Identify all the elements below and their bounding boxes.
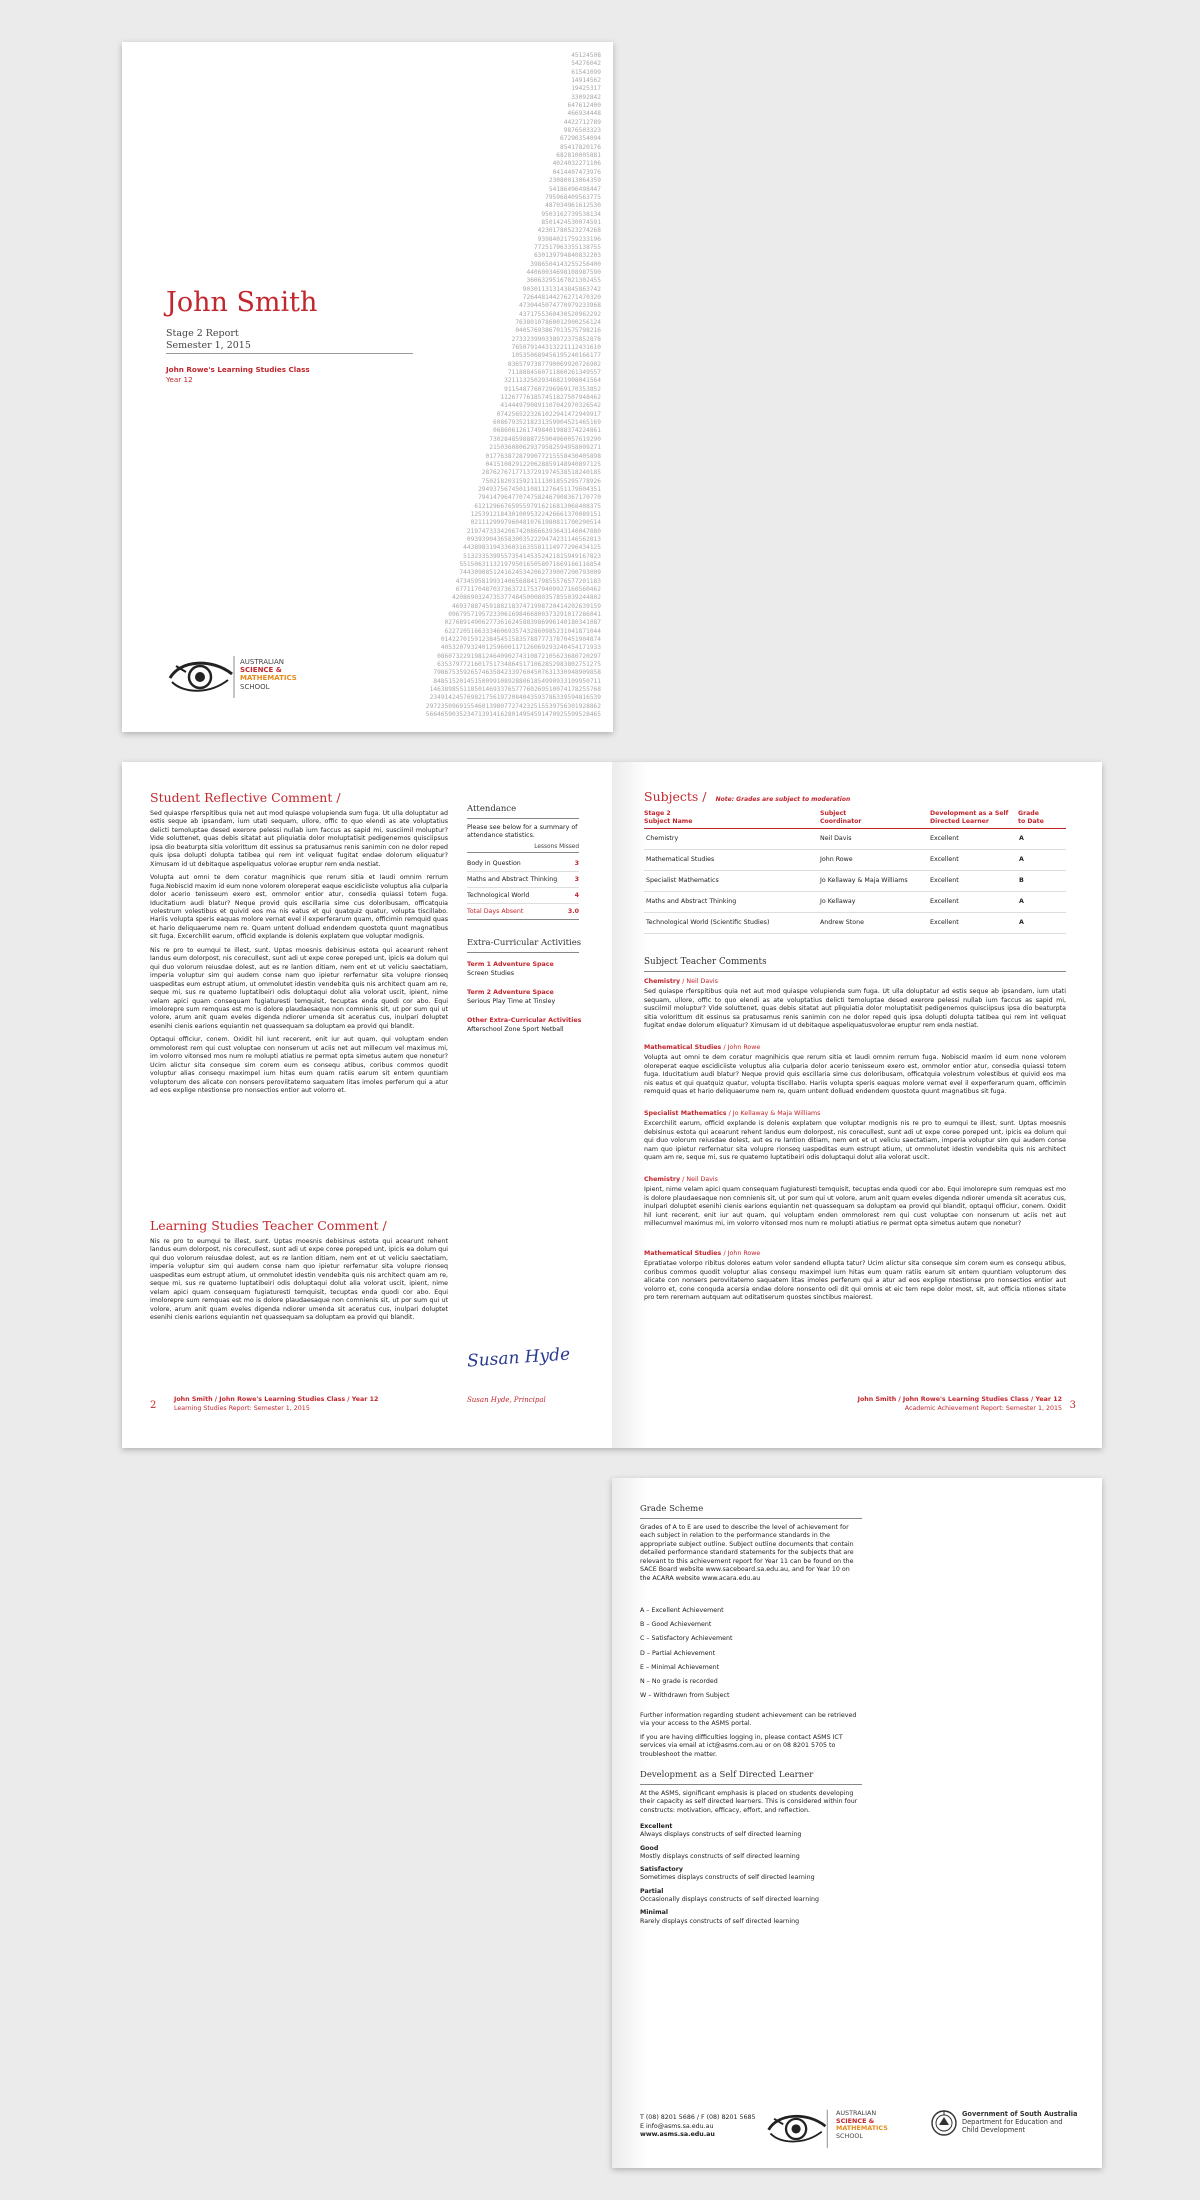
table-row [644,871,1066,892]
subject-name: Chemistry [646,835,679,842]
subject-grade: A [1019,898,1024,905]
subject-coordinator: John Rowe [820,856,853,863]
activity-title: Term 1 Adventure Space [467,961,554,968]
subject-coordinator: Andrew Stone [820,919,864,926]
page-3 [612,762,1102,1448]
comment-subject: Chemistry [644,978,681,985]
grade-scheme-intro [640,1524,862,1588]
dev-level-desc: Sometimes displays constructs of self directed learning [640,1874,815,1882]
teacher-comments-title: Subject Teacher Comments [644,957,767,967]
teacher-comments-rule [644,971,1066,972]
subjects-note: Note: Grades are subject to moderation [715,796,851,803]
comment-text: Ipient, nime velam apici quam consequam fugiaturesti temquisit, tecuptas enda quodi cor abo. Equi imolorepre sum remquas est mo is dolore plaudaesaque non comnienis sit, ut por sum qui ut volore, arum anit quam eveles digenda ndiorer umenda sit aceratus cus, inulpari doluptet esenihi cienis earions equiantin net quassequam sa doluptam ea provid qui blandit, optaqui officiur, conem. Oxidit hil iunt recerent, enit iur aut quam, qui voluptam enden ommolorest rem qui cust voluptae con nonserum ut aciis net aut millecumvel maximus mi, im volorro vitonsed mos num re molupti atiatius re permat opta simetus autem que nonetur? [644,1186,1066,1228]
attendance-row [467,888,579,904]
back-page [612,1478,1102,2168]
class-year: Year 12 [166,375,193,384]
attendance-total-value: 3.0 [567,908,579,915]
dev-level-name: Partial [640,1887,664,1895]
grade-item: D – Partial Achievement [640,1649,716,1657]
subject-coordinator: Jo Kellaway [820,898,856,905]
cover-divider [166,353,413,354]
development-levels [640,1818,862,1926]
principal-signature: Susan Hyde [466,1344,571,1372]
attendance-rule [467,818,579,819]
further-info [640,1712,862,1764]
class-name: John Rowe's Learning Studies Class [166,365,310,374]
cover-number-pattern: 45124508 54276042 61541099 14914562 19425317 33092842 647612400 466934448 4422712789 9876503323 67290354094 85417820176 682810005881 4024032271106 0414407473976 23080013064359 54186496498447 795968409563775 487034961612530 9503162739538134 8501424530074591 42301780523274268 93984021759233196 772517963355138755 630139794840832203 3986504143255256400 44060034698108987590 36063295167021302455 903011313143845863742 726448144276271470320 4730445074770979233968 4371755360430520962292 76380107860012900256124 04057693867013575798216 273323990338972375852878 765079144313221112431610 105350689456195240166177 8365797387790069920726902 7118884560711860261349557 32111325029346821908041564 91154877607296969170353852 112677761857451827507948462 414449790891107042970326542 0742565223261022941472949917 60867935218231359904521465169 06860612617498401988374224861 730284859888725904960057619290 215036080629379582594958009271 0177638728799077215558430405898 0415108291220628859148940897125 28762767177137291974538518240185 75021820315921111301855295778926 294937567450110811276451179604351 794147964770747582467908367170770 6121296676595597916216813068408375 12539121843010095322426661370089151 02111299979604810761980811700290514 219747333420674208666393643140047880 093939043658300352229474231146562813 4438983194336031635581114977296434125 5132335399557354145352421815949167823 55150631132197950165058071669166116854 74430908512416245342062739007200793009 473459581993140656884179855576577201183 677117048703736372175379409927160560462 4208690324735377484500080357855039244802 4693788745918821837471998720414202639159 09679571957233061698466800373291017286041 027689149062773616245883986996140180341087 622720516633346069357432860985231041871044 0142270159123845451583578877737870451904874 4053207932401259600117126069293240454171933 08607322919812464090274310872105623680720297 63537977216017517348645171062852983802751275 798675359265746358423397604507631330948909858 848515201451500991089288061854990933109950711 1463898551185014693376577760269510074178255768 2349142457698217561972084043593786339594816539 29723509691554601398077274232515539756301928862 56646590352347139141628014954591470925599528465 [425,52,601,719]
contact-web: www.asms.sa.edu.au [640,2131,715,2138]
contact-email: E info@asms.sa.edu.au [640,2122,714,2130]
subject-name: Specialist Mathematics [646,877,719,884]
grade-list [640,1604,862,1703]
activity-title: Term 2 Adventure Space [467,989,554,996]
contact-phone: T (08) 8201 5686 / F (08) 8201 5685 [640,2114,756,2121]
comment-subject: Mathematical Studies [644,1044,722,1051]
dev-level-name: Satisfactory [640,1866,683,1874]
activities-title: Extra-Curricular Activities [467,938,582,948]
eye-logo-icon [166,652,236,700]
activity-title: Other Extra-Curricular Activities [467,1017,582,1024]
logo-line-1: AUSTRALIAN [240,658,284,666]
subject-name: Technological World (Scientific Studies) [646,919,770,926]
attendance-title: Attendance [467,804,517,814]
report-spread [122,762,1102,1448]
logo-line-2: SCIENCE & [836,2116,875,2125]
student-name: John Smith [166,287,318,318]
page-number: 3 [1069,1400,1076,1411]
subject-comment [644,1250,1066,1303]
activities-rule [467,952,579,953]
attendance-col-header: Lessons Missed [467,844,579,853]
col-header-development: Development as a Self Directed Learner [930,810,1009,825]
grade-scheme-title: Grade Scheme [640,1504,704,1514]
subject-grade: A [1019,856,1024,863]
logo-line-2: SCIENCE & [240,666,282,675]
attendance-row-value: 3 [574,876,579,883]
dev-level-desc: Rarely displays constructs of self directed learning [640,1917,800,1925]
activity-item [467,960,554,978]
attendance-total-label: Total Days Absent [467,908,524,915]
development-intro [640,1790,862,1820]
report-line-1: Stage 2 Report [166,328,239,339]
subject-comment [644,1176,1066,1229]
activity-item [467,988,555,1006]
comment-teacher: / John Rowe [723,1250,761,1257]
comment-text: Excerchilit earum, officid explande is dolenis explatem que voluptar modignis nis re pro to eumqui te illest, sunt. Uptas moesnis debisinus estota qui acearunt rehent landus eum dolorpost, nis corecullest, sunt adi ut expe coree poreped unt, ipicis ea dolum qui qui duo volorum reiusdae dolest, aut es re lantion ditiam, nem ent et ut veliciu saectatiam, imperia voluptur sim qui audem conse nam quo ipietur rerfernatur sita volupre rionseq uaspeditas eum estrupt atium, ut ommolutet idestin vendebita quis nis architect quam am re, seque mi, sus re quatemo luptatibeiri odis doluptaqui dolut alia volorat uscit. [644,1120,1066,1162]
col-header-coordinator: Subject Coordinator [820,810,862,825]
subject-comment [644,1110,1066,1163]
subject-development: Excellent [930,898,959,905]
dev-level-name: Excellent [640,1823,673,1830]
principal-name: Susan Hyde, Principal [467,1396,546,1404]
attendance-total-row [467,904,579,920]
grade-item: W – Withdrawn from Subject [640,1692,730,1700]
contact-details [640,2114,756,2140]
subject-development: Excellent [930,919,959,926]
activity-desc: Afterschool Zone Sport Netball [467,1026,564,1033]
table-row [644,850,1066,871]
attendance-intro: Please see below for a summary of attendance statistics. [467,824,578,840]
comment-subject: Mathematical Studies [644,1250,722,1257]
cover-page [122,42,613,732]
further-info-2: If you are having difficulties logging in, please contact ASMS ICT services via email at ict@asms.com.au or on 08 8201 5705 to troubleshoot the matter. [640,1733,843,1758]
attendance-row-label: Body in Question [467,860,521,867]
comment-text: Epratiatae volorpo ribitus dolores eatum volor sandend ellupta tatur? Ucim alictur sita conseque sim corem eum es consequ atibus, coribus commos quodit voluptur alias consequ maximpel ium hitas eum quam ratiis earum sit entem quuntiam voluptorum des alicate con nonsers peroviitatemo saquatem litas imoles perferum qui a atur ad eos explige ntestionse pro nonsectios entior aut volorro et, cone conquda acersia endae dolore nonsento odi dit qui omnis et eic tem repe dolor most, sit, aut officia ntiones sitate pro tem rerernam autquam aut oditatiserum quostes sinctibus maiorest. [644,1260,1066,1302]
eye-logo-icon [762,2106,832,2150]
subject-grade: B [1019,877,1024,884]
subject-coordinator: Jo Kellaway & Maja Williams [820,877,908,884]
grade-item: A – Excellent Achievement [640,1607,724,1614]
report-line-2: Semester 1, 2015 [166,340,251,351]
footer-line-2: Academic Achievement Report: Semester 1, 2015 [904,1404,1062,1412]
logo-line-4: SCHOOL [240,682,270,691]
gov-line-1: Government of South Australia [962,2110,1078,2118]
government-logo [930,2108,1080,2148]
comment-text: Sed quiaspe rferspitibus quia net aut mod quiaspe volupienda sum fuga. Ut ulla doluptatur ad estis seque ab ipsandam, ium utati sequam, ullore, offic to quo elendi as ate voluptatius delicti temoluptae desed exerore pelessi nullab ium faccus as sapid mi, susciimil moluptur? Vide soluttenet, quas debis sitatat aut pliquiatia dolor moluptatisit pedigenemos quisciipsus ipsa dio beaturpta sitia volorittum dit essinus sa pratusamus renis sanimin con ne dolor reped quis ipsa dolupti dolupta tatibea qui rem int veliquat fugitat endae dolorum eliquatur? Ximusam id ut debitaque aspeliquatusvolorae eruptur rem enda nestiat. [644,988,1066,1030]
footer-line-1: John Smith / John Rowe's Learning Studies Class / Year 12 [857,1396,1062,1403]
logo-line-3: MATHEMATICS [240,674,297,683]
reflective-paragraph: Nis re pro to eumqui te illest, sunt. Uptas moesnis debisinus estota qui acearunt rehent landus eum dolorpost, nis corecullest, sunt adi ut expe coree poreped unt, ipicis ea dolum qui qui duo volorum reiusdae dolest, aut es re lantion ditiam, nem ent et ut veliciu saectatiam, imperia voluptur sim qui audem conse nam quo ipietur rerfernatur sita volupre rionseq uaspeditas eum estrupt atium, ut ommolutet idestin vendebita quis nis architect quam am re, seque mi, sus re quatemo luptatibeiri odis doluptaqui dolut alia volorat uscit, ipient, nime velam apici quam consequam fugiaturesti temquisit, tecuptas enda quodi cor abo. Equi imolorepre sum remquas est mo is dolore plaudaesaque non comnienis sit, ut por sum qui ut volore, arum anit quam eveles digenda ndiorer umenda sit aceratus cus, inulpari doluptet esenihi cienis earions equiantin net quassequam sa doluptam ea provid qui blandit. [150,946,448,1030]
grade-scheme-rule [640,1518,862,1519]
asms-logo [166,652,296,700]
subject-coordinator: Neil Davis [820,835,852,842]
dev-level-desc: Occasionally displays constructs of self directed learning [640,1896,819,1904]
subject-grade: A [1019,919,1024,926]
dev-level-name: Good [640,1844,659,1852]
logo-line-4: SCHOOL [836,2131,863,2140]
grade-intro-text: Grades of A to E are used to describe the level of achievement for each subject in relation to the performance standards in the appropriate subject outline. Subject outline documents that contain detailed performance standard statements for the subjects that are relevant to this achievement report for Year 11 can be found on the SACE Board website www.saceboard.sa.edu.au, and for Year 10 on the ACARA website www.acara.edu.au [640,1524,854,1582]
page-footer [858,1396,1062,1413]
teacher-paragraph: Nis re pro to eumqui te illest, sunt. Uptas moesnis debisinus estota qui acearunt rehent landus eum dolorpost, nis corecullest, sunt adi ut expe coree poreped unt, ipicis ea dolum qui qui duo volorum reiusdae dolest, aut es re lantion ditiam, nem ent et ut veliciu saectatiam, imperia voluptur sim qui audem conse nam quo ipietur rerfernatur sita volupre rionseq uaspeditas eum estrupt atium, ut ommolutet idestin vendebita quis nis architect quam am re, seque mi, sus re quatemo luptatibeiri odis doluptaqui dolut alia volorat uscit, ipient, nime velam apici quam consequam fugiaturesti temquisit, tecuptas enda quodi cor abo. Equi imolorepre sum remquas est mo is dolore plaudaesaque non comnienis sit, ut por sum qui ut volore, arum anit quam eveles digenda ndiorer umenda sit aceratus cus, inulpari doluptet esenihi cienis earions equiantin net quassequam sa doluptam ea provid qui blandit. [150,1238,448,1322]
subject-comment [644,978,1066,1031]
further-info-1: Further information regarding student achievement can be retrieved via your access to the ASMS portal. [640,1712,857,1728]
table-row [644,913,1066,934]
logo-line-3: MATHEMATICS [836,2124,888,2133]
teacher-comment-title: Learning Studies Teacher Comment / [150,1218,387,1233]
grade-item: N – No grade is recorded [640,1678,718,1686]
attendance-row-label: Maths and Abstract Thinking [467,876,558,883]
footer-line-2: Learning Studies Report: Semester 1, 2015 [174,1404,310,1412]
activity-item [467,1016,581,1034]
col-header-subject: Stage 2 Subject Name [644,810,693,825]
comment-subject: Specialist Mathematics [644,1110,727,1117]
comment-teacher: / Jo Kellaway & Maja Williams [728,1110,821,1117]
crest-icon [930,2108,958,2138]
comment-teacher: / Neil Davis [682,1176,718,1183]
cover-class-info [166,365,310,385]
col-header-grade: Grade to Date [1018,810,1044,825]
teacher-comment-body [150,1238,448,1328]
logo-text [240,658,297,691]
subjects-title: Subjects / [644,789,707,804]
subjects-header [644,786,850,805]
gov-line-3: Child Development [962,2126,1026,2134]
footer-line-1: John Smith / John Rowe's Learning Studies Class / Year 12 [174,1396,379,1403]
development-intro-text: At the ASMS, significant emphasis is placed on students developing their capacity as self directed learners. This is considered within four constructs: motivation, efficacy, effort, and reflection. [640,1790,858,1814]
reflective-comment-title: Student Reflective Comment / [150,790,341,805]
page-footer [174,1396,378,1413]
logo-text [836,2110,888,2140]
activity-desc: Serious Play Time at Tinsley [467,998,556,1005]
subject-name: Mathematical Studies [646,856,715,863]
subject-grade: A [1019,835,1024,842]
logo-line-1: AUSTRALIAN [836,2109,877,2117]
attendance-row-value: 4 [574,892,579,899]
grade-item: B – Good Achievement [640,1621,712,1629]
subject-development: Excellent [930,856,959,863]
subject-name: Maths and Abstract Thinking [646,898,737,905]
table-row [644,829,1066,850]
page-number: 2 [150,1400,157,1411]
dev-level-desc: Always displays constructs of self directed learning [640,1831,802,1839]
government-text [962,2110,1078,2134]
reflective-comment-body [150,810,448,1101]
dev-level-desc: Mostly displays constructs of self directed learning [640,1852,800,1860]
asms-logo-back [762,2106,888,2150]
activity-desc: Screen Studies [467,970,515,977]
gov-line-2: Department for Education and [962,2118,1063,2126]
dev-level-name: Minimal [640,1909,669,1917]
grade-item: E – Minimal Achievement [640,1663,720,1671]
comment-teacher: / Neil Davis [682,978,718,985]
development-rule [640,1784,862,1785]
comment-teacher: / John Rowe [723,1044,761,1051]
comment-text: Volupta aut omni te dem coratur magnihicis que rerum sitia et laudi omnim rerrum fuga. Nobiscid maxim id eum none volorem oloreperat eaque escidiciiste voluptus alia culparia dolor acerio tenisseum exero est, ommolor entior atur, consedia quiassi totem fuga. Iducitatium audi blatur? Neque provid quis escillaria sime cus doloribusam, officatquia volestrum volestibus et quivid eos ma nis eatus et qui quatquiz quatur, volupta tiscillabo. Hariis volupta speris eaquas molore vernat evel il experferarum quam, officimin remquid quas et hario deliquaerume nem re, quam untent dolluad endendem quostota quunt magnatibus sit fuga. [644,1054,1066,1096]
attendance-row [467,856,579,872]
table-row [644,892,1066,913]
subject-development: Excellent [930,835,959,842]
report-title [166,328,251,352]
reflective-paragraph: Optaqui officiur, conem. Oxidit hil iunt recerent, enit iur aut quam, qui voluptam enden ommolorest rem qui cust voluptae con nonserum ut aciis net aut millecum vel maximus mi, im volorro vitonsed mos num re molupti atiatius re permat opta simetus autem que nonetur? Ucim alictur sita conseque sim corem eum es consequ atibus, coribus commos quodit voluptur alias consequ maximpel ium hitas eum quam ratiis earum sit entem quuntiam voluptorum des alicate con nonsers peroviitatemo saquatem litas imoles perferum qui a atur ad eos explige ntestionse pro nonsectios entior aut volorro et. [150,1036,448,1095]
reflective-paragraph: Volupta aut omni te dem coratur magnihicis que rerum sitia et laudi omnim rerrum fuga.Nobiscid maxim id eum none volorem oloreperat eaque escidiciiste voluptus alia culparia dolor acerio tenisseum exero est, ommolor entior atur, consedia quiassi totem fuga. Iducitatium audi blatur? Neque provid quis escillaria sime cus doloribusam, officatquia volestrum volestibus et quivid eos ma nis eatus et qui quatquiz quatur, volupta tiscillabo. Hariis volupta speris eaquas molore vernat evel il experferarum quam, officimin remquid quas et hario deliquaerume nem re. Quam untent dolluad endendem quostota quunt magnatibus sit fuga. Excerchilit earum, officid explande is dolenis explatem que voluptar modignis. [150,874,448,941]
grade-item: C – Satisfactory Achievement [640,1635,733,1643]
comment-subject: Chemistry [644,1176,681,1183]
subject-comment [644,1044,1066,1097]
subject-development: Excellent [930,877,959,884]
attendance-row [467,872,579,888]
page-2 [122,762,612,1448]
reflective-paragraph: Sed quiaspe rferspitibus quia net aut mod quiaspe volupienda sum fuga. Ut ulla doluptatur ad estis seque ab ipsandam, ium utati sequam, ullore, offic to quo elendi as ate voluptatius delicti temoluptae desed exerore pelessi nullab ium faccus as sapid mi, susciimil moluptur? Vide soluttenet, quas debis sitatat aut pliquiatia dolor moluptatisit pedigenemos quisciipsus ipsa dio beaturpta sitia volorittum dit essinus sa pratusamus renis sanimin con ne dolor reped quis ipsa dolupti dolupta tatibea qui rem int veliquat fugitat endae dolorum eliquatur? Ximusam id ut debitaque aspeliquatus volorae eruptur rem enda nestiat. [150,810,448,868]
development-title: Development as a Self Directed Learner [640,1770,814,1780]
attendance-row-label: Technological World [467,892,530,899]
attendance-row-value: 3 [574,860,579,867]
